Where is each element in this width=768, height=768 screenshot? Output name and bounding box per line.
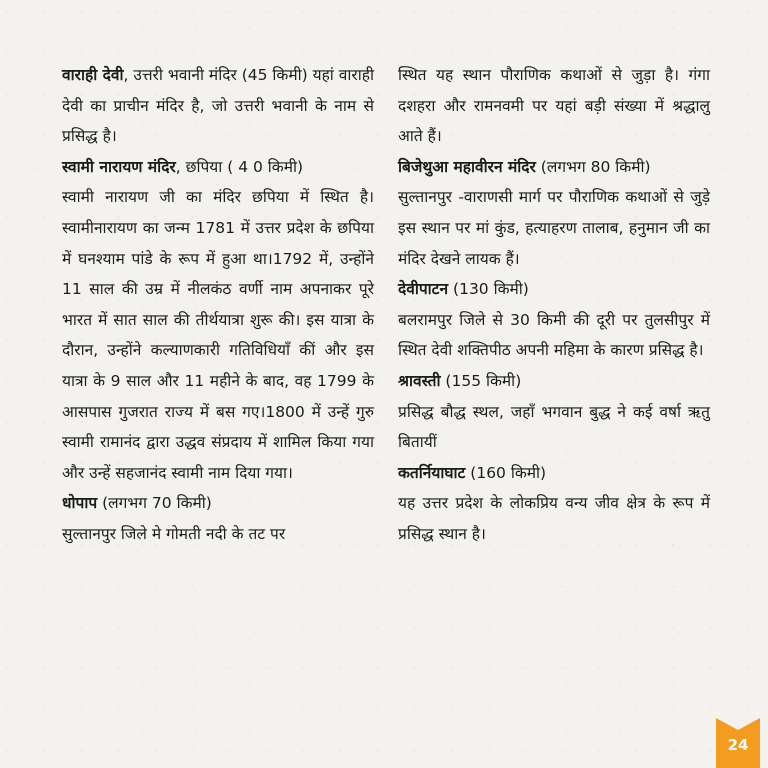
bijethua-heading-line [398, 152, 710, 183]
dhopap-body: सुल्तानपुर जिले मे गोमती नदी के तट पर [62, 524, 286, 543]
left-column [62, 60, 374, 550]
devipatan-heading: देवीपाटन [398, 280, 449, 299]
devipatan-distance: (130 किमी) [448, 280, 529, 299]
swami-narayan-heading-line [62, 152, 374, 183]
bijethua-body: सुल्तानपुर -वाराणसी मार्ग पर पौराणिक कथाओं से जुड़े इस स्थान पर मां कुंड, हत्याहरण तालाब, हनुमान जी का मंदिर देखने लायक हैं। [398, 188, 710, 268]
varahi-devi-text: , उत्तरी भवानी मंदिर (45 किमी) यहां वाराही देवी का प्राचीन मंदिर है, जो उत्तरी भवानी के नाम से प्रसिद्ध है। [62, 66, 374, 146]
shravasti-heading-line [398, 366, 710, 397]
bijethua-heading: बिजेथुआ महावीरन मंदिर [398, 157, 536, 176]
varahi-devi-paragraph [62, 60, 374, 152]
varahi-devi-heading: वाराही देवी [62, 66, 124, 84]
shravasti-distance: (155 किमी) [440, 371, 522, 390]
katarniya-heading-line [398, 458, 710, 489]
dhopap-body-continued: स्थित यह स्थान पौराणिक कथाओं से जुड़ा है। गंगा दशहरा और रामनवमी पर यहां बड़ी संख्या में श्रद्धालु आते हैं। [398, 66, 710, 146]
page-number-badge [716, 718, 768, 768]
dhopap-heading-line [62, 488, 374, 519]
dhopap-distance: (लगभग 70 किमी) [97, 494, 212, 513]
bijethua-distance: (लगभग 80 किमी) [535, 157, 651, 176]
right-column [398, 60, 710, 550]
devipatan-body: बलरामपुर जिले से 30 किमी की दूरी पर तुलसीपुर में स्थित देवी शक्तिपीठ अपनी महिमा के कारण प्रसिद्ध है। [398, 310, 710, 360]
devipatan-heading-line [398, 274, 710, 305]
dhopap-heading: धोपाप [62, 494, 98, 513]
shravasti-heading: श्रावस्ती [398, 371, 441, 390]
swami-narayan-heading: स्वामी नारायण मंदिर [62, 157, 176, 176]
katarniya-distance: (160 किमी) [465, 463, 547, 482]
swami-narayan-body: स्वामी नारायण जी का मंदिर छपिया में स्थित है। स्वामीनारायण का जन्म 1781 में उत्तर प्रदेश के छपिया में घनश्याम पांडे के रूप में हुआ था।1792 में, उन्होंने 11 साल की उम्र में नीलकंठ वर्णी नाम अपनाकर पूरे भारत में सात साल की तीर्थयात्रा शुरू की। इस यात्रा के दौरान, उन्होंने कल्याणकारी गतिविधियाँ कीं और इस यात्रा के 9 साल और 11 महीने के बाद, वह 1799 के आसपास गुजरात राज्य में बस गए।1800 में उन्हें गुरु स्वामी रामानंद द्वारा उद्धव संप्रदाय में शामिल किया गया और उन्हें सहजानंद स्वामी नाम दिया गया। [62, 188, 374, 482]
swami-narayan-location: , छपिया ( 4 0 किमी) [175, 157, 304, 176]
katarniya-heading: कतर्नियाघाट [398, 463, 466, 482]
katarniya-body: यह उत्तर प्रदेश के लोकप्रिय वन्य जीव क्षेत्र के रूप में प्रसिद्ध स्थान है। [398, 494, 710, 543]
shravasti-body: प्रसिद्ध बौद्ध स्थल, जहाँ भगवान बुद्ध ने कई वर्षा ऋतु बितायीं [398, 402, 710, 452]
page-number: 24 [727, 736, 749, 754]
